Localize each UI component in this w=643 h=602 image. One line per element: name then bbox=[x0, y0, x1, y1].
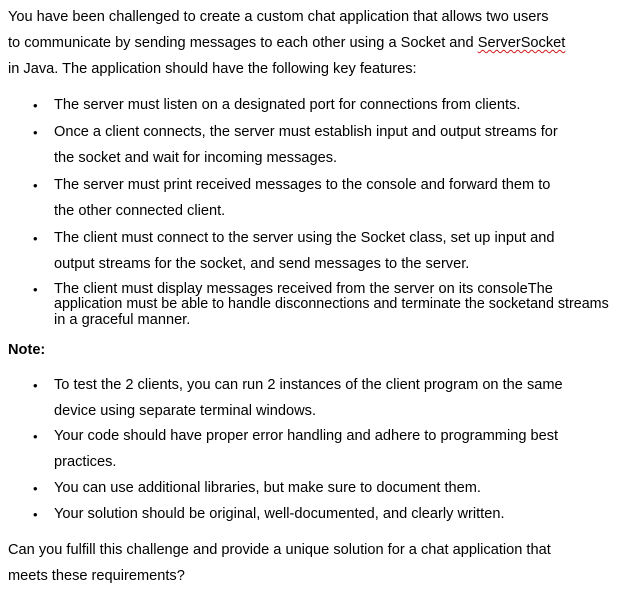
bullet-icon: • bbox=[33, 98, 38, 113]
intro-line-2-text: to communicate by sending messages to each other using a Socket and bbox=[8, 35, 478, 51]
bullet-icon: • bbox=[33, 378, 38, 393]
feature-item-4-line-1: The client must connect to the server using the Socket class, set up input and bbox=[54, 230, 555, 246]
feature-item-5-line-3: in a graceful manner. bbox=[54, 312, 191, 328]
intro-line-2 bbox=[8, 35, 565, 52]
bullet-icon: • bbox=[33, 507, 38, 522]
feature-item-4-line-2: output streams for the socket, and send messages to the server. bbox=[54, 256, 470, 272]
feature-item-2-line-1: Once a client connects, the server must establish input and output streams for bbox=[54, 124, 558, 140]
closing-line-1: Can you fulfill this challenge and provide a unique solution for a chat application that bbox=[8, 542, 551, 558]
bullet-icon: • bbox=[33, 429, 38, 444]
note-item-4-line-1: Your solution should be original, well-documented, and clearly written. bbox=[54, 506, 505, 522]
intro-line-1: You have been challenged to create a custom chat application that allows two users bbox=[8, 9, 549, 25]
feature-item-2-line-2: the socket and wait for incoming messages. bbox=[54, 150, 338, 166]
note-item-3-line-1: You can use additional libraries, but make sure to document them. bbox=[54, 480, 481, 496]
bullet-icon: • bbox=[33, 481, 38, 496]
feature-item-3-line-2: the other connected client. bbox=[54, 203, 226, 219]
note-item-1-line-1: To test the 2 clients, you can run 2 instances of the client program on the same bbox=[54, 377, 563, 393]
spellcheck-flagged-word[interactable]: ServerSocket bbox=[477, 35, 566, 51]
closing-line-2: meets these requirements? bbox=[8, 568, 185, 584]
note-heading: Note: bbox=[8, 342, 46, 358]
note-item-1-line-2: device using separate terminal windows. bbox=[54, 403, 317, 419]
bullet-icon: • bbox=[33, 178, 38, 193]
note-item-2-line-1: Your code should have proper error handling and adhere to programming best bbox=[54, 428, 559, 444]
bullet-icon: • bbox=[33, 231, 38, 246]
feature-item-5-line-1: The client must display messages received from the server on its consoleThe bbox=[54, 281, 553, 297]
intro-line-3: in Java. The application should have the following key features: bbox=[8, 61, 417, 77]
note-item-2-line-2: practices. bbox=[54, 454, 117, 470]
bullet-icon: • bbox=[33, 282, 38, 297]
bullet-icon: • bbox=[33, 125, 38, 140]
feature-item-5-line-2: application must be able to handle disconnections and terminate the socketand streams bbox=[54, 296, 609, 312]
feature-item-3-line-1: The server must print received messages to the console and forward them to bbox=[54, 177, 551, 193]
feature-item-1-line-1: The server must listen on a designated port for connections from clients. bbox=[54, 97, 521, 113]
